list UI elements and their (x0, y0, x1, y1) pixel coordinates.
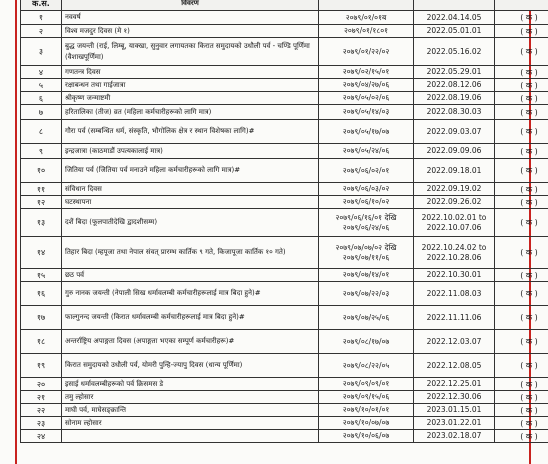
row-desc: नववर्ष (62, 11, 319, 25)
row-desc: विश्व मजदुर दिवस (मे १) (62, 25, 319, 38)
row-sn: २३ (21, 417, 62, 430)
table-row (21, 11, 548, 25)
row-desc: इन्द्रजात्रा (काठमाडौं उपत्यकालाई मात्र) (62, 144, 319, 159)
row-date-bs: २०७९/०५/१७/०७ (319, 120, 414, 144)
row-desc: संविधान दिवस (62, 183, 319, 196)
table-row (21, 404, 548, 417)
holiday-table (20, 0, 548, 443)
row-class: ( क ) (495, 391, 548, 404)
row-desc: इसाई धर्मावलम्बीहरूको पर्व क्रिसमस डे (62, 378, 319, 391)
row-date-bs: २०७९/०१/१८०१ (319, 25, 414, 38)
row-sn: १७ (21, 306, 62, 330)
row-date-ad: 2023.02.18.07 (414, 430, 495, 443)
row-date-bs: २०७९/०६/१६/०१ देखि २०७९/०६/२४/०६ (319, 209, 414, 237)
row-date-bs: २०७९/१०/०७/०७ (319, 417, 414, 430)
row-date-ad: 2022.04.14.05 (414, 11, 495, 25)
row-date-ad: 2022.09.19.02 (414, 183, 495, 196)
row-sn: १४ (21, 237, 62, 269)
row-date-bs: २०७९/०९/१५/०६ (319, 391, 414, 404)
row-date-bs: २०७९/०१/२२/०२ (319, 38, 414, 66)
table-row (21, 159, 548, 183)
row-sn: १३ (21, 209, 62, 237)
row-sn: १६ (21, 282, 62, 306)
row-date-bs: २०७९/०५/०२/०६ (319, 92, 414, 105)
row-desc: गौरा पर्व (सम्बन्धित धर्म, संस्कृति, भौगोलिक क्षेत्र र स्थान विशेषका लागि)# (62, 120, 319, 144)
row-date-bs: २०७९/१०/०१/०१ (319, 404, 414, 417)
table-row (21, 25, 548, 38)
row-desc: किरात समुदायको उधौली पर्व, योमरी पुन्हि-ज्यापु दिवस (धान्य पूर्णिमा) (62, 354, 319, 378)
row-class: ( क ) (495, 183, 548, 196)
row-class: ( क ) (495, 430, 548, 443)
row-date-ad: 2022.08.19.06 (414, 92, 495, 105)
row-sn: ५ (21, 79, 62, 92)
header-ad (414, 0, 495, 11)
row-desc: गुरु नानक जयन्ती (नेपाली सिख धर्मावलम्बी कर्मचारीहरूलाई मात्र बिदा हुने)# (62, 282, 319, 306)
row-sn: १२ (21, 196, 62, 209)
row-class: ( क ) (495, 11, 548, 25)
row-class: ( क ) (495, 417, 548, 430)
table-row (21, 378, 548, 391)
row-desc: जितिया पर्व (जितिया पर्व मनाउने महिला कर्मचारीहरूको लागि मात्र)# (62, 159, 319, 183)
row-date-bs: २०७९/०५/२४/०६ (319, 144, 414, 159)
row-class: ( क ) (495, 330, 548, 354)
table-row (21, 120, 548, 144)
row-date-ad: 2022.10.24.02 to 2022.10.28.06 (414, 237, 495, 269)
row-sn: २ (21, 25, 62, 38)
row-date-bs: २०७९/०४/२७/०६ (319, 79, 414, 92)
row-class: ( क ) (495, 66, 548, 79)
table-row (21, 330, 548, 354)
row-date-ad: 2022.05.29.01 (414, 66, 495, 79)
header-bs (319, 0, 414, 11)
row-date-bs: २०७९/१०/०६/०७ (319, 430, 414, 443)
table-row (21, 144, 548, 159)
row-date-ad: 2023.01.15.01 (414, 404, 495, 417)
table-row (21, 269, 548, 282)
table-row (21, 282, 548, 306)
row-class: ( क ) (495, 378, 548, 391)
row-date-ad: 2022.05.16.02 (414, 38, 495, 66)
row-class: ( क ) (495, 38, 548, 66)
row-class: ( क ) (495, 92, 548, 105)
header-class (495, 0, 548, 11)
row-class: ( क ) (495, 120, 548, 144)
table-row (21, 417, 548, 430)
row-sn: २० (21, 378, 62, 391)
row-date-ad: 2022.12.30.06 (414, 391, 495, 404)
row-date-ad: 2022.12.08.05 (414, 354, 495, 378)
row-class: ( क ) (495, 306, 548, 330)
row-date-bs: २०७९/०७/२५/०६ (319, 306, 414, 330)
row-desc: हरितालिका (तीज) व्रत (महिला कर्मचारीहरूको लागि मात्र) (62, 105, 319, 120)
header-desc: विवरण (62, 0, 319, 11)
table-row (21, 196, 548, 209)
row-desc: अन्तर्राष्ट्रिय अपाङ्गता दिवस (अपाङ्गता भएका सम्पूर्ण कर्मचारीहरू)# (62, 330, 319, 354)
row-desc: दशैं बिदा (फूलपातीदेखि द्वादशीसम्म) (62, 209, 319, 237)
row-class: ( क ) (495, 159, 548, 183)
row-class: ( क ) (495, 209, 548, 237)
row-sn: १० (21, 159, 62, 183)
table-row (21, 306, 548, 330)
table-row (21, 183, 548, 196)
row-date-bs: २०७९/०७/१४/०१ (319, 269, 414, 282)
row-desc: सोनाम ल्होसार (62, 417, 319, 430)
row-date-ad: 2022.08.30.03 (414, 105, 495, 120)
row-class: ( क ) (495, 282, 548, 306)
row-date-ad: 2022.09.18.01 (414, 159, 495, 183)
row-desc: बुद्ध जयन्ती (राई, लिम्बू, याक्खा, सुनुवार लगायतका किरात समुदायको उधौली पर्व - चण्डि पूर्णिमा (वैशाखपूर्णिमा) (62, 38, 319, 66)
row-date-ad: 2023.01.22.01 (414, 417, 495, 430)
row-date-ad: 2022.12.25.01 (414, 378, 495, 391)
row-sn: ३ (21, 38, 62, 66)
row-date-bs: २०७९/०७/२२/०३ (319, 282, 414, 306)
row-sn: ११ (21, 183, 62, 196)
row-date-ad: 2022.09.03.07 (414, 120, 495, 144)
row-desc: घटस्थापना (62, 196, 319, 209)
table-row (21, 92, 548, 105)
table-row (21, 430, 548, 443)
row-sn: ८ (21, 120, 62, 144)
row-desc: गणतन्त्र दिवस (62, 66, 319, 79)
row-date-ad: 2022.09.09.06 (414, 144, 495, 159)
row-desc: रक्षाबन्धन तथा गाईजात्रा (62, 79, 319, 92)
row-date-bs: २०७९/०८/१७/०७ (319, 330, 414, 354)
row-date-ad: 2022.05.01.01 (414, 25, 495, 38)
row-class: ( क ) (495, 354, 548, 378)
row-date-ad: 2022.09.26.02 (414, 196, 495, 209)
row-sn: १८ (21, 330, 62, 354)
row-sn: २२ (21, 404, 62, 417)
row-desc: श्रीकृष्ण जन्माष्टमी (62, 92, 319, 105)
row-sn: ९ (21, 144, 62, 159)
row-date-ad: 2022.10.02.01 to 2022.10.07.06 (414, 209, 495, 237)
table-row (21, 66, 548, 79)
row-sn: ६ (21, 92, 62, 105)
row-date-ad: 2022.10.30.01 (414, 269, 495, 282)
row-date-ad: 2022.12.03.07 (414, 330, 495, 354)
row-desc: छठ पर्व (62, 269, 319, 282)
row-date-ad: 2022.08.12.06 (414, 79, 495, 92)
row-date-bs: २०७९/०१/०१ब (319, 11, 414, 25)
row-date-bs: २०७९/०५/१४/०३ (319, 105, 414, 120)
row-class: ( क ) (495, 237, 548, 269)
row-class: ( क ) (495, 25, 548, 38)
row-date-bs: २०७९/०६/१०/०२ (319, 196, 414, 209)
left-margin-line (15, 0, 17, 464)
row-desc (62, 430, 319, 443)
row-desc: माघी पर्व, माघेसङ्क्रान्ति (62, 404, 319, 417)
row-desc: तमु ल्होसार (62, 391, 319, 404)
row-sn: १५ (21, 269, 62, 282)
table-row (21, 38, 548, 66)
table-row (21, 391, 548, 404)
row-desc: फाल्गुनन्द जयन्ती (किरात धर्मावलम्बी कर्मचारीहरूलाई मात्र बिदा हुने)# (62, 306, 319, 330)
row-class: ( क ) (495, 196, 548, 209)
row-sn: ४ (21, 66, 62, 79)
row-date-bs: २०७९/०७/०७/०२ देखि २०७९/०७/११/०६ (319, 237, 414, 269)
row-sn: १ (21, 11, 62, 25)
row-date-bs: २०७९/०२/१५/०१ (319, 66, 414, 79)
table-header-row (21, 0, 548, 11)
header-sn: क.स. (21, 0, 62, 11)
row-date-bs: २०७९/०६/०३/०२ (319, 183, 414, 196)
row-sn: २१ (21, 391, 62, 404)
row-class: ( क ) (495, 404, 548, 417)
row-class: ( क ) (495, 79, 548, 92)
row-sn: २४ (21, 430, 62, 443)
row-date-ad: 2022.11.08.03 (414, 282, 495, 306)
table-row (21, 79, 548, 92)
table-row (21, 354, 548, 378)
row-class: ( क ) (495, 144, 548, 159)
table-row (21, 237, 548, 269)
table-row (21, 105, 548, 120)
row-date-bs: २०७९/०९/०९/०१ (319, 378, 414, 391)
table-row (21, 209, 548, 237)
row-sn: ७ (21, 105, 62, 120)
row-sn: १९ (21, 354, 62, 378)
row-date-ad: 2022.11.11.06 (414, 306, 495, 330)
row-date-bs: २०७९/०६/०२/०१ (319, 159, 414, 183)
row-date-bs: २०७९/०८/२२/०५ (319, 354, 414, 378)
row-class: ( क ) (495, 269, 548, 282)
row-desc: तिहार बिदा (म्हपूजा तथा नेपाल संवत् प्रारम्भ कार्तिक ९ गते, किजापूजा कार्तिक १० गते) (62, 237, 319, 269)
row-class: ( क ) (495, 105, 548, 120)
